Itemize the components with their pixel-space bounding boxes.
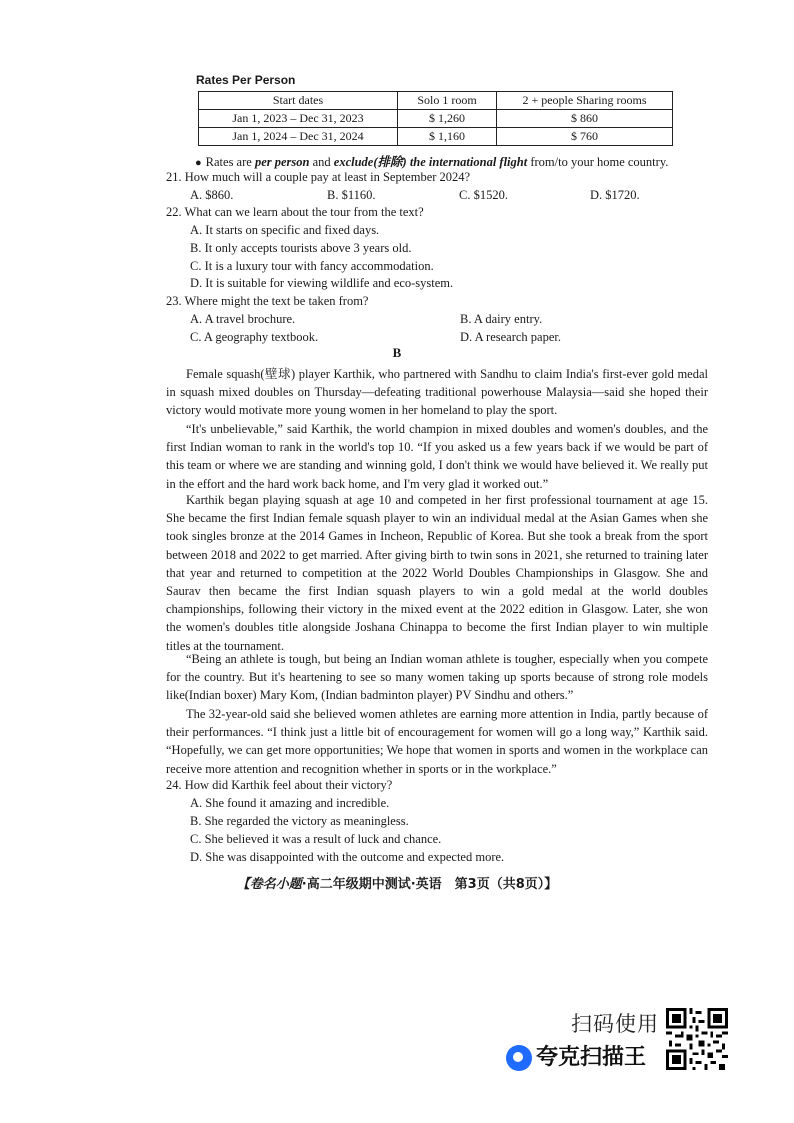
option-24-a: A. She found it amazing and incredible. bbox=[190, 796, 390, 810]
option-24-c: C. She believed it was a result of luck and chance. bbox=[190, 832, 442, 846]
scanner-logo-icon bbox=[506, 1045, 532, 1071]
question-23: 23. Where might the text be taken from? bbox=[166, 294, 369, 308]
passage-paragraph: “Being an athlete is tough, but being an Indian woman athlete is tougher, especially when you compete for the country. But it's heartening to see so many women taking up sports because of strong role models like(Indian boxer) Mary Kom, (Indian badminton player) PV Sindhu and others.” bbox=[166, 652, 708, 703]
option-22-d: D. It is suitable for viewing wildlife and eco-system. bbox=[190, 276, 454, 290]
question-22: 22. What can we learn about the tour from the text? bbox=[166, 205, 424, 219]
table-row bbox=[199, 110, 673, 128]
rates-title: Rates Per Person bbox=[196, 73, 296, 87]
question-24: 24. How did Karthik feel about their victory? bbox=[166, 778, 393, 792]
passage-paragraph: Female squash(壁球) player Karthik, who partnered with Sandhu to claim India's first-ever gold medal in squash mixed doubles on Thursday—defeating traditional powerhouse Malaysia—said she hoped their victory would motivate more young women in her homeland to play the sport. bbox=[166, 367, 708, 418]
passage-paragraph: “It's unbelievable,” said Karthik, the world champion in mixed doubles and women's doubles, and the first Indian woman to rank in the world's top 10. “If you asked us a few years back if we would be part of this team or where we are standing and winning gold, I don't think we would have believed it. We really put in the effort and the hard work back home, and I'm very glad it worked out.” bbox=[166, 422, 708, 491]
footer-brand: 【卷名小题 bbox=[236, 877, 302, 892]
question-21: 21. How much will a couple pay at least in September 2024? bbox=[166, 170, 471, 184]
option-21-a: A. $860. bbox=[190, 188, 234, 202]
table-row bbox=[199, 128, 673, 146]
table-cell: $ 760 bbox=[497, 128, 673, 146]
note-text: and bbox=[309, 155, 334, 169]
option-23-b: B. A dairy entry. bbox=[460, 312, 543, 326]
option-22-a: A. It starts on specific and fixed days. bbox=[190, 223, 380, 237]
bullet-icon: ● bbox=[195, 157, 202, 169]
scan-prompt: 扫码使用 bbox=[571, 1012, 659, 1036]
note-text: from/to your home country. bbox=[527, 155, 669, 169]
rates-table bbox=[198, 91, 673, 146]
table-cell: $ 860 bbox=[497, 110, 673, 128]
qr-code-icon[interactable] bbox=[666, 1008, 728, 1070]
option-24-b: B. She regarded the victory as meaningless. bbox=[190, 814, 409, 828]
table-cell: $ 1,260 bbox=[398, 110, 497, 128]
rates-header-cell: Solo 1 room bbox=[398, 92, 497, 110]
passage-paragraph: Karthik began playing squash at age 10 and competed in her first professional tournament at age 15. She became the first Indian female squash player to win an individual medal at the Asian Games when she took singles bronze at the 2014 Games in Incheon, Republic of Korea. But she took a break from the sport between 2018 and 2022 to get married. After giving birth to twin sons in 2021, she returned to training later that year and returned to competition at the 2022 World Doubles Championships in Glasgow. She and Saurav then became the first Indian squash players to win a gold medal at the world doubles championships, following their victory in the mixed event at the 2022 edition in Glasgow. Later, she won the women's doubles title alongside Joshana Chinappa to become the first Indian player to win multiple titles at the tournament. bbox=[166, 493, 708, 653]
option-23-d: D. A research paper. bbox=[460, 330, 562, 344]
option-22-b: B. It only accepts tourists above 3 years old. bbox=[190, 241, 412, 255]
scanner-brand bbox=[506, 1040, 646, 1070]
note-emphasis: per person bbox=[254, 155, 310, 169]
rates-header-cell: Start dates bbox=[199, 92, 398, 110]
note-emphasis: the international flight bbox=[406, 155, 528, 169]
table-cell: Jan 1, 2024 – Dec 31, 2024 bbox=[199, 128, 398, 146]
rates-note bbox=[195, 152, 668, 170]
footer-text: ·高二年级期中测试·英语 第3页（共8页）】 bbox=[301, 877, 558, 892]
scanner-brand-name: 夸克扫描王 bbox=[536, 1045, 647, 1070]
note-text: Rates are bbox=[205, 155, 255, 169]
option-24-d: D. She was disappointed with the outcome and expected more. bbox=[190, 850, 505, 864]
option-23-a: A. A travel brochure. bbox=[190, 312, 296, 326]
option-21-d: D. $1720. bbox=[590, 188, 640, 202]
passage-paragraph: The 32-year-old said she believed women athletes are earning more attention in India, partly because of their performances. “I think just a little bit of encouragement for women will go a long way,” Karthik said. “Hopefully, we can get more opportunities; We hope that women in sports and women in the workplace can receive more attention and recognition whether in sports or in the workplace.” bbox=[166, 707, 708, 776]
page-footer bbox=[0, 873, 794, 892]
option-22-c: C. It is a luxury tour with fancy accommodation. bbox=[190, 259, 434, 273]
note-emphasis: (排除) bbox=[373, 155, 407, 169]
rates-header-row bbox=[199, 92, 673, 110]
option-23-c: C. A geography textbook. bbox=[190, 330, 319, 344]
option-21-c: C. $1520. bbox=[459, 188, 508, 202]
option-21-b: B. $1160. bbox=[327, 188, 376, 202]
table-cell: Jan 1, 2023 – Dec 31, 2023 bbox=[199, 110, 398, 128]
rates-header-cell: 2 + people Sharing rooms bbox=[497, 92, 673, 110]
note-emphasis: exclude bbox=[333, 155, 374, 169]
section-heading: B bbox=[392, 345, 402, 360]
table-cell: $ 1,160 bbox=[398, 128, 497, 146]
